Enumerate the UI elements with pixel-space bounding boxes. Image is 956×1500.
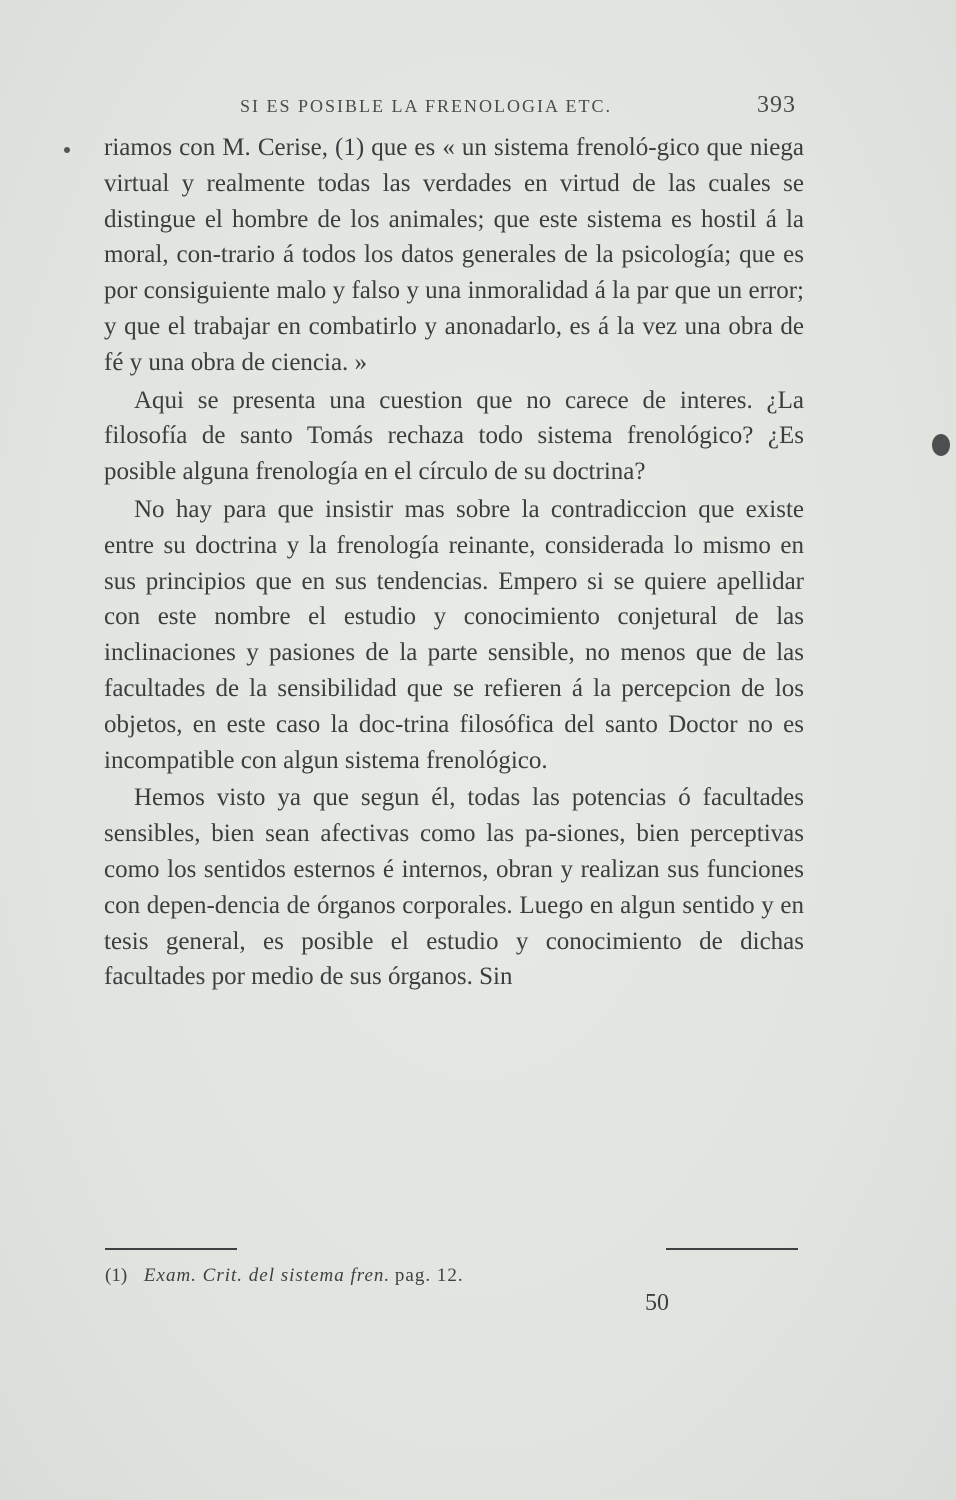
margin-dot [64,147,70,153]
footnote [105,1265,705,1287]
page-number: 393 [757,92,796,118]
footnote-reference: Exam. Crit. del sistema fren. [143,1265,391,1286]
running-head [240,92,800,122]
signature-mark: 50 [645,1290,669,1316]
body-text [104,130,804,995]
paragraph: Aqui se presenta una cuestion que no carece de interes. ¿La filosofía de santo Tomás rechaza todo sistema frenológico? ¿Es posible alguna frenología en el círculo de su doctrina? [104,386,804,486]
binding-hole-mark [932,434,950,456]
footnote-rule-left [105,1248,237,1250]
footnote-rule-right [666,1248,798,1250]
footnote-number: (1) [105,1265,128,1286]
running-head-title: SI ES POSIBLE LA FRENOLOGIA ETC. [240,96,613,116]
footnote-page: pag. 12. [394,1265,464,1286]
paragraph: No hay para que insistir mas sobre la contradiccion que existe entre su doctrina y la frenología reinante, considerada lo mismo en sus principios que en sus tendencias. Empero si se quiere apellidar con este nombre el estudio y conocimiento conjetural de las inclinaciones y pasiones de la parte sensible, no menos que de las facultades de la sensibilidad que se refieren á la percepcion de los objetos, en este caso la doc-trina filosófica del santo Doctor no es incompatible con algun sistema frenológico. [104,495,804,774]
paragraph: Hemos visto ya que segun él, todas las potencias ó facultades sensibles, bien sean afectivas como las pa-siones, bien perceptivas como los sentidos esternos é internos, obran y realizan sus funciones con depen-dencia de órganos corporales. Luego en algun sentido y en tesis general, es posible el estudio y conocimiento de dichas facultades por medio de sus órganos. Sin [104,784,804,991]
paragraph: riamos con M. Cerise, (1) que es « un sistema frenoló-gico que niega virtual y realmente todas las verdades en virtud de las cuales se distingue el hombre de los animales; que este sistema es hostil á la moral, con-trario á todos los datos generales de la psicología; que es por consiguiente malo y falso y una inmoralidad á la par que un error; y que el trabajar en combatirlo y anonadarlo, es á la vez una obra de fé y una obra de ciencia. » [104,134,804,376]
